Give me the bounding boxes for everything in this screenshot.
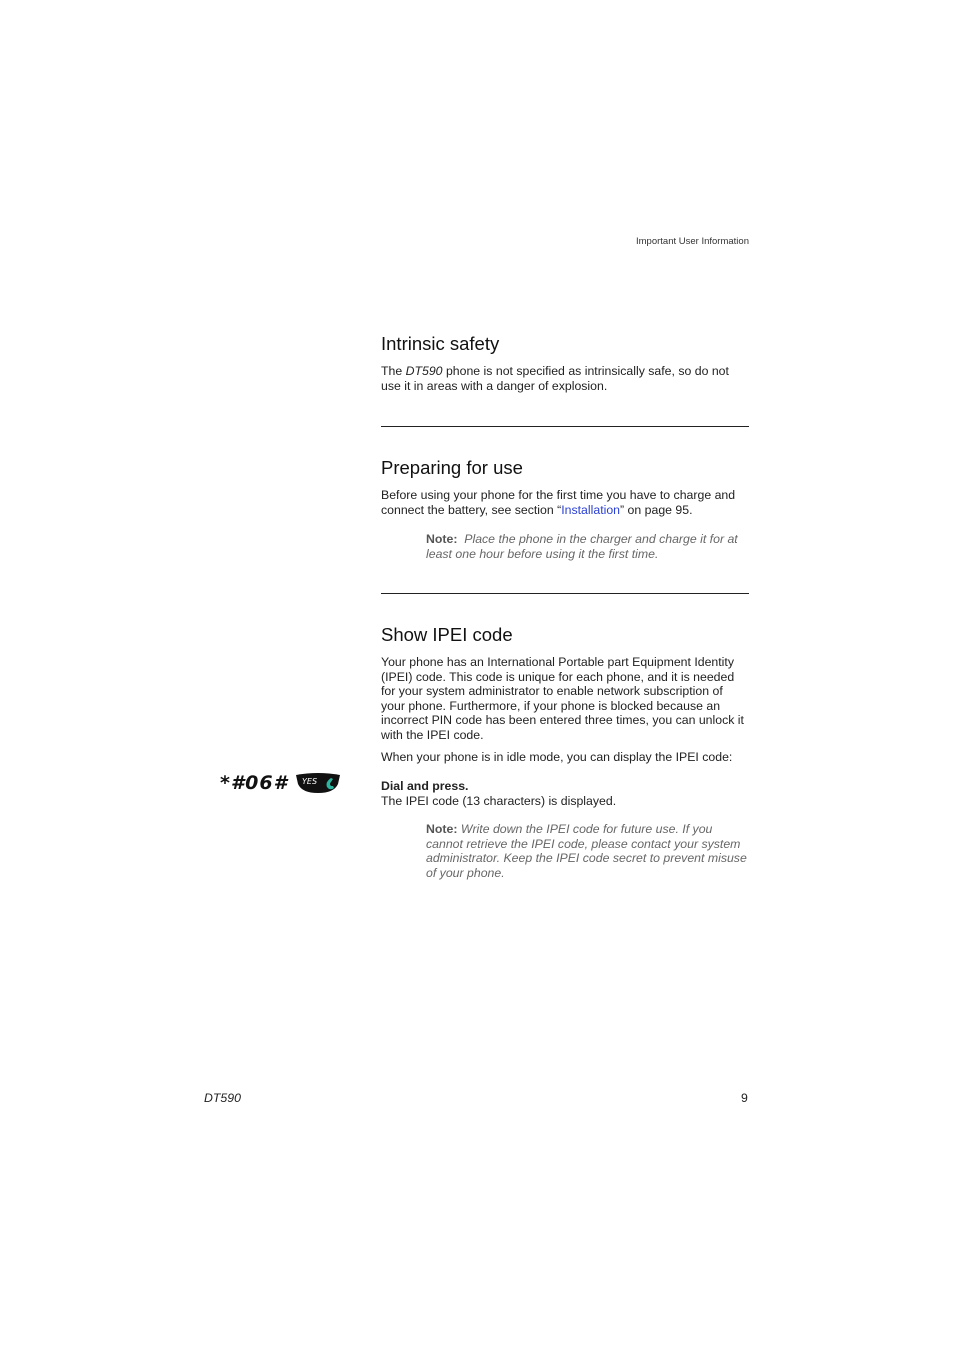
section-intrinsic-safety <box>381 333 749 393</box>
note-text: Write down the IPEI code for future use. If you cannot retrieve the IPEI code, please contact your system administrator. Keep the IPEI code secret to prevent misuse of your phone. <box>426 822 747 880</box>
section-title: Show IPEI code <box>381 624 513 645</box>
note-text: Place the phone in the charger and charge it for at least one hour before using it the first time. <box>426 532 738 561</box>
dial-sequence: *#06# <box>220 772 288 794</box>
section-title: Intrinsic safety <box>381 333 500 354</box>
body-prefix: The <box>381 364 406 378</box>
note-preparing <box>426 532 750 561</box>
model-name: DT590 <box>405 364 443 378</box>
installation-link[interactable]: Installation <box>561 502 621 517</box>
body-suffix: phone is not specified as intrinsically safe, so do not use it in areas with a danger of explosion. <box>381 364 729 393</box>
instruction-bold: Dial and press. <box>381 779 469 793</box>
section-title: Preparing for use <box>381 457 523 478</box>
yes-key-icon <box>294 772 342 794</box>
section-preparing-for-use <box>381 457 749 517</box>
note-label: Note: <box>426 532 458 546</box>
section-divider <box>381 426 749 427</box>
note-label: Note: <box>426 822 458 836</box>
section-show-ipei-code <box>381 624 749 764</box>
note-ipei <box>426 822 750 880</box>
body-suffix: ” on page 95. <box>620 502 693 517</box>
instruction-text: The IPEI code (13 characters) is displayed. <box>381 793 617 808</box>
section-divider <box>381 593 749 594</box>
key-sequence <box>220 772 342 794</box>
ipei-instruction <box>381 779 749 808</box>
idle-mode-text: When your phone is in idle mode, you can display the IPEI code: <box>381 749 733 764</box>
section-body <box>381 364 749 393</box>
footer-model: DT590 <box>204 1091 241 1105</box>
running-header: Important User Information <box>636 236 749 247</box>
section-body: Your phone has an International Portable part Equipment Identity (IPEI) code. This code is unique for each phone, and it is needed for your system administrator to enable network subscription of your phone. Furthermore, if your phone is blocked because an incorrect PIN code has been entered three times, you can unlock it with the IPEI code. <box>381 655 744 742</box>
page-number: 9 <box>741 1091 748 1105</box>
yes-key-label: YES <box>301 777 317 786</box>
section-body <box>381 488 749 517</box>
body-prefix: Before using your phone for the first time you have to charge and connect the battery, see section “ <box>381 488 736 517</box>
